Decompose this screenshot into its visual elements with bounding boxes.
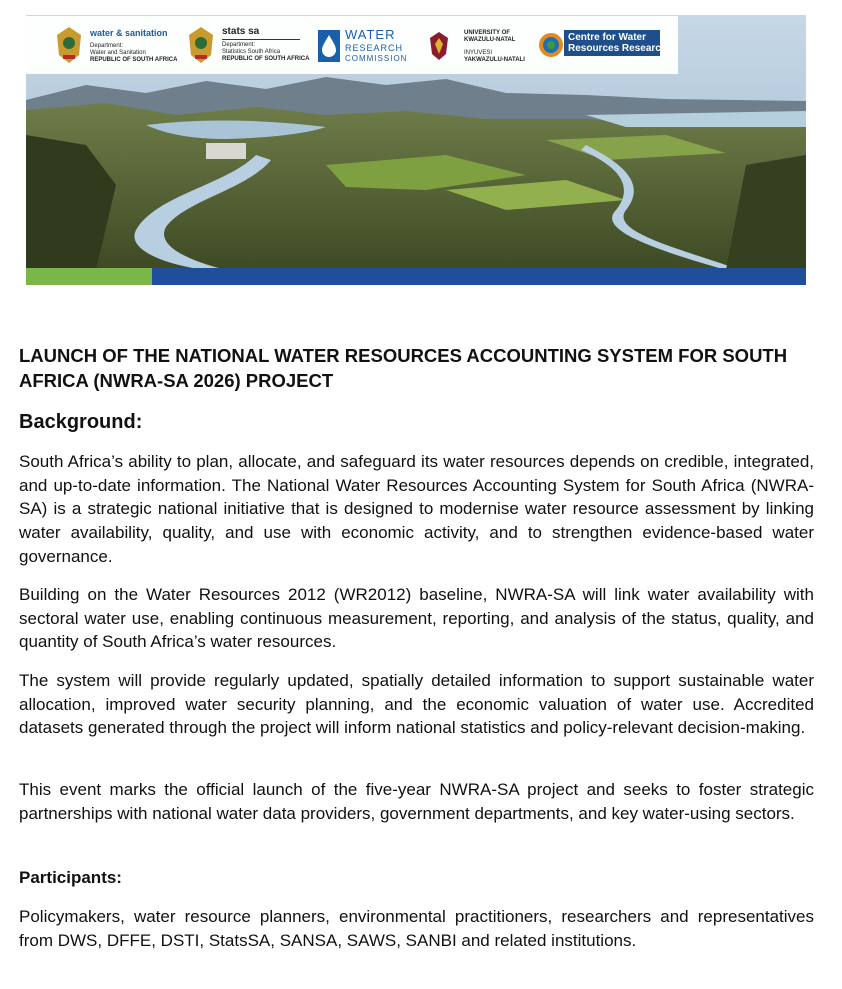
wrc-line3: COMMISSION: [345, 54, 408, 63]
dws-name: water & sanitation: [90, 28, 168, 38]
background-paragraph-1: South Africa’s ability to plan, allocate, and safeguard its water resources depends on credible, integrated, and up-to-date information. The National Water Resources Accounting System for South Africa (NWRA-SA) is a strategic national initiative that is designed to modernise water resource assessment by linking water availability, quality, and use with economic activity, and to strengthen evidence-based water governance.: [19, 452, 814, 566]
university-shield-icon: [428, 30, 450, 62]
dws-line3: REPUBLIC OF SOUTH AFRICA: [90, 57, 178, 63]
statssa-name: stats sa: [222, 26, 260, 37]
partner-logos-strip: [26, 16, 678, 74]
ukzn-logo: [428, 16, 538, 74]
wrc-line1: WATER: [345, 27, 396, 42]
background-paragraph-4: This event marks the official launch of the five-year NWRA-SA project and seeks to foster strategic partnerships with national water data providers, government departments, and key water-using sectors.: [19, 780, 814, 823]
statssa-divider: [222, 39, 300, 40]
ukzn-line1: UNIVERSITY OF: [464, 30, 510, 36]
wrc-logo: [318, 16, 418, 74]
participants-heading: Participants:: [19, 868, 122, 887]
ukzn-line4: YAKWAZULU-NATALI: [464, 57, 525, 63]
ukzn-line2: KWAZULU-NATAL: [464, 37, 516, 43]
wrc-line2: RESEARCH: [345, 43, 404, 53]
background-paragraph-2: Building on the Water Resources 2012 (WR2012) baseline, NWRA-SA will link water availability with sectoral water use, enabling continuous measurement, reporting, and analysis of the status, quality, and quantity of South Africa’s water resources.: [19, 585, 814, 652]
statssa-line2: Statistics South Africa: [222, 49, 281, 55]
cwrr-text-box: [564, 30, 667, 56]
cwrr-logo: [538, 16, 674, 74]
water-drop-icon: [318, 30, 340, 62]
cwrr-emblem-icon: [538, 32, 564, 58]
document-title: LAUNCH OF THE NATIONAL WATER RESOURCES ACCOUNTING SYSTEM FOR SOUTH AFRICA (NWRA-SA 2026) PROJECT: [19, 345, 788, 391]
coat-of-arms-icon: [186, 25, 216, 65]
statssa-line3: REPUBLIC OF SOUTH AFRICA: [222, 56, 310, 62]
banner-blue-stripe: [152, 268, 806, 285]
dws-logo: [54, 16, 178, 74]
dws-line2: Water and Sanitation: [90, 50, 146, 56]
banner-green-stripe: [26, 268, 152, 285]
participants-paragraph: Policymakers, water resource planners, environmental practitioners, researchers and representatives from DWS, DFFE, DSTI, StatsSA, SANSA, SAWS, SANBI and related institutions.: [19, 907, 814, 950]
statssa-line1: Department:: [222, 42, 256, 48]
statssa-logo: [186, 16, 310, 74]
coat-of-arms-icon: [54, 25, 84, 65]
cwrr-line1: Centre for Water: [568, 32, 646, 43]
ukzn-line3: INYUVESI: [464, 50, 493, 56]
cwrr-line2: Resources Research: [568, 43, 667, 54]
background-heading-suffix: :: [135, 411, 143, 433]
background-heading: [19, 410, 142, 434]
background-heading-text: Background: [19, 411, 136, 433]
dws-line1: Department:: [90, 43, 124, 49]
background-paragraph-3: The system will provide regularly updated, spatially detailed information to support sustainable water allocation, improved water security planning, and the economic valuation of water use. Accredited datasets generated through the project will inform national statistics and policy-relevant decision-making.: [19, 671, 814, 738]
